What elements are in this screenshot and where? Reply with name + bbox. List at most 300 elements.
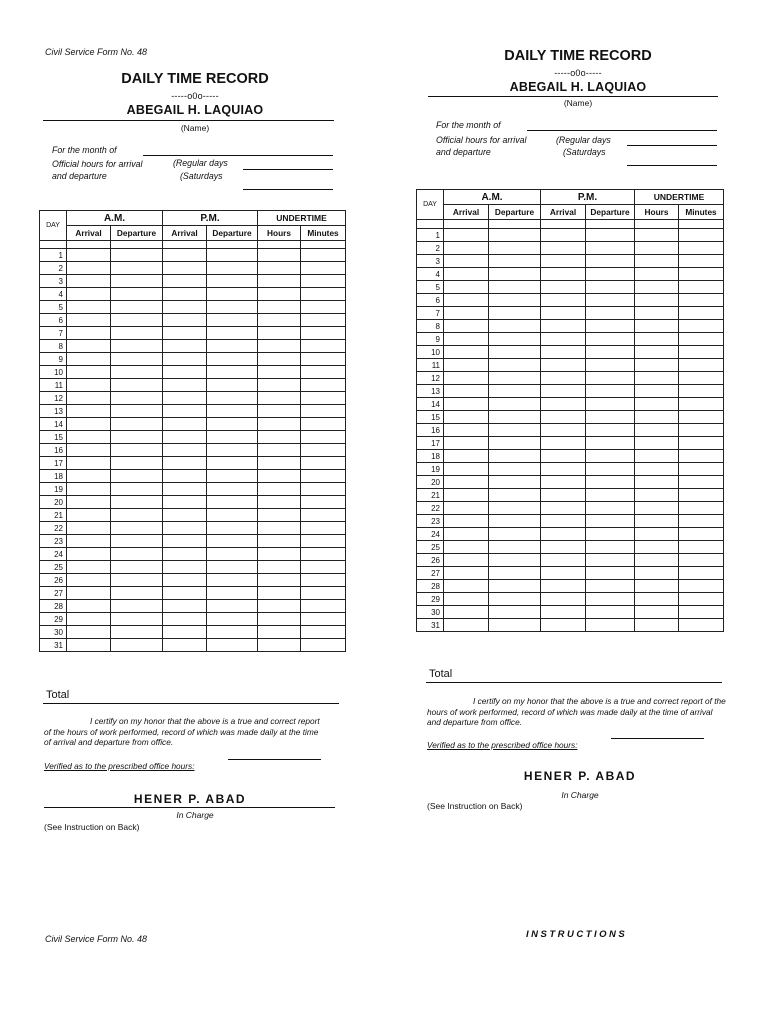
undertime-hours-cell[interactable] [635, 294, 679, 307]
pm-arrival-cell[interactable] [541, 307, 586, 320]
undertime-minutes-cell[interactable] [301, 587, 346, 600]
pm-departure-cell[interactable] [207, 366, 258, 379]
undertime-minutes-cell[interactable] [301, 600, 346, 613]
pm-departure-cell[interactable] [207, 626, 258, 639]
pm-arrival-cell[interactable] [541, 593, 586, 606]
undertime-hours-cell[interactable] [258, 561, 301, 574]
am-arrival-cell[interactable] [444, 593, 489, 606]
pm-departure-cell[interactable] [586, 333, 635, 346]
saturdays-line[interactable] [243, 189, 333, 190]
pm-departure-cell[interactable] [586, 554, 635, 567]
am-arrival-cell[interactable] [67, 327, 111, 340]
undertime-minutes-cell[interactable] [301, 522, 346, 535]
am-departure-cell[interactable] [111, 483, 163, 496]
am-departure-cell[interactable] [489, 320, 541, 333]
am-arrival-cell[interactable] [67, 340, 111, 353]
undertime-hours-cell[interactable] [635, 333, 679, 346]
am-arrival-cell[interactable] [67, 496, 111, 509]
undertime-hours-cell[interactable] [258, 522, 301, 535]
am-departure-cell[interactable] [111, 587, 163, 600]
pm-departure-cell[interactable] [207, 600, 258, 613]
am-departure-cell[interactable] [111, 496, 163, 509]
undertime-minutes-cell[interactable] [679, 372, 724, 385]
undertime-minutes-cell[interactable] [301, 327, 346, 340]
undertime-hours-cell[interactable] [258, 314, 301, 327]
am-arrival-cell[interactable] [67, 418, 111, 431]
undertime-minutes-cell[interactable] [301, 431, 346, 444]
undertime-minutes-cell[interactable] [679, 489, 724, 502]
am-arrival-cell[interactable] [67, 587, 111, 600]
am-arrival-cell[interactable] [67, 561, 111, 574]
pm-departure-cell[interactable] [586, 372, 635, 385]
am-arrival-cell[interactable] [67, 639, 111, 652]
am-departure-cell[interactable] [489, 294, 541, 307]
am-departure-cell[interactable] [489, 255, 541, 268]
undertime-minutes-cell[interactable] [679, 346, 724, 359]
undertime-minutes-cell[interactable] [301, 535, 346, 548]
undertime-hours-cell[interactable] [258, 262, 301, 275]
am-departure-cell[interactable] [111, 444, 163, 457]
pm-arrival-cell[interactable] [541, 333, 586, 346]
pm-arrival-cell[interactable] [541, 320, 586, 333]
am-departure-cell[interactable] [111, 379, 163, 392]
undertime-hours-cell[interactable] [635, 463, 679, 476]
undertime-hours-cell[interactable] [258, 327, 301, 340]
undertime-hours-cell[interactable] [258, 574, 301, 587]
undertime-hours-cell[interactable] [635, 528, 679, 541]
pm-arrival-cell[interactable] [163, 379, 207, 392]
undertime-hours-cell[interactable] [258, 613, 301, 626]
undertime-minutes-cell[interactable] [301, 301, 346, 314]
pm-departure-cell[interactable] [207, 249, 258, 262]
undertime-hours-cell[interactable] [635, 385, 679, 398]
pm-departure-cell[interactable] [207, 535, 258, 548]
undertime-minutes-cell[interactable] [679, 398, 724, 411]
pm-departure-cell[interactable] [586, 255, 635, 268]
undertime-minutes-cell[interactable] [301, 470, 346, 483]
undertime-hours-cell[interactable] [635, 359, 679, 372]
pm-departure-cell[interactable] [207, 444, 258, 457]
am-departure-cell[interactable] [111, 561, 163, 574]
pm-arrival-cell[interactable] [163, 444, 207, 457]
am-departure-cell[interactable] [111, 509, 163, 522]
am-departure-cell[interactable] [111, 288, 163, 301]
undertime-minutes-cell[interactable] [679, 502, 724, 515]
undertime-minutes-cell[interactable] [679, 255, 724, 268]
pm-departure-cell[interactable] [586, 606, 635, 619]
am-departure-cell[interactable] [489, 515, 541, 528]
undertime-hours-cell[interactable] [258, 431, 301, 444]
undertime-minutes-cell[interactable] [679, 359, 724, 372]
undertime-minutes-cell[interactable] [301, 314, 346, 327]
undertime-minutes-cell[interactable] [301, 288, 346, 301]
am-arrival-cell[interactable] [67, 431, 111, 444]
undertime-hours-cell[interactable] [635, 567, 679, 580]
pm-departure-cell[interactable] [207, 561, 258, 574]
am-departure-cell[interactable] [111, 522, 163, 535]
undertime-hours-cell[interactable] [258, 288, 301, 301]
pm-arrival-cell[interactable] [163, 600, 207, 613]
month-line[interactable] [527, 130, 717, 131]
undertime-hours-cell[interactable] [258, 626, 301, 639]
undertime-hours-cell[interactable] [258, 548, 301, 561]
am-arrival-cell[interactable] [444, 333, 489, 346]
pm-arrival-cell[interactable] [541, 268, 586, 281]
pm-departure-cell[interactable] [207, 587, 258, 600]
am-departure-cell[interactable] [489, 541, 541, 554]
pm-arrival-cell[interactable] [163, 496, 207, 509]
pm-arrival-cell[interactable] [541, 359, 586, 372]
undertime-minutes-cell[interactable] [679, 528, 724, 541]
undertime-hours-cell[interactable] [635, 515, 679, 528]
pm-departure-cell[interactable] [207, 340, 258, 353]
undertime-minutes-cell[interactable] [679, 580, 724, 593]
undertime-hours-cell[interactable] [258, 600, 301, 613]
am-departure-cell[interactable] [111, 418, 163, 431]
pm-arrival-cell[interactable] [163, 548, 207, 561]
am-departure-cell[interactable] [111, 353, 163, 366]
undertime-hours-cell[interactable] [635, 242, 679, 255]
undertime-hours-cell[interactable] [258, 366, 301, 379]
am-departure-cell[interactable] [111, 626, 163, 639]
am-departure-cell[interactable] [111, 301, 163, 314]
am-arrival-cell[interactable] [444, 606, 489, 619]
pm-departure-cell[interactable] [207, 496, 258, 509]
am-departure-cell[interactable] [111, 262, 163, 275]
undertime-hours-cell[interactable] [258, 301, 301, 314]
am-arrival-cell[interactable] [67, 548, 111, 561]
undertime-minutes-cell[interactable] [679, 593, 724, 606]
am-departure-cell[interactable] [111, 431, 163, 444]
pm-arrival-cell[interactable] [163, 275, 207, 288]
pm-departure-cell[interactable] [586, 385, 635, 398]
am-arrival-cell[interactable] [444, 489, 489, 502]
undertime-hours-cell[interactable] [635, 372, 679, 385]
am-departure-cell[interactable] [489, 242, 541, 255]
am-departure-cell[interactable] [489, 450, 541, 463]
am-departure-cell[interactable] [111, 548, 163, 561]
am-departure-cell[interactable] [111, 535, 163, 548]
pm-arrival-cell[interactable] [163, 314, 207, 327]
undertime-hours-cell[interactable] [258, 392, 301, 405]
pm-departure-cell[interactable] [586, 450, 635, 463]
am-departure-cell[interactable] [489, 229, 541, 242]
pm-arrival-cell[interactable] [163, 431, 207, 444]
am-departure-cell[interactable] [489, 398, 541, 411]
pm-departure-cell[interactable] [207, 431, 258, 444]
pm-departure-cell[interactable] [207, 353, 258, 366]
undertime-hours-cell[interactable] [635, 268, 679, 281]
am-arrival-cell[interactable] [67, 470, 111, 483]
undertime-minutes-cell[interactable] [301, 639, 346, 652]
pm-arrival-cell[interactable] [541, 281, 586, 294]
am-departure-cell[interactable] [111, 392, 163, 405]
undertime-hours-cell[interactable] [258, 340, 301, 353]
pm-arrival-cell[interactable] [541, 541, 586, 554]
pm-departure-cell[interactable] [586, 294, 635, 307]
undertime-minutes-cell[interactable] [301, 366, 346, 379]
am-departure-cell[interactable] [111, 314, 163, 327]
pm-arrival-cell[interactable] [163, 301, 207, 314]
pm-departure-cell[interactable] [207, 418, 258, 431]
pm-departure-cell[interactable] [207, 613, 258, 626]
undertime-minutes-cell[interactable] [301, 275, 346, 288]
pm-departure-cell[interactable] [207, 639, 258, 652]
pm-arrival-cell[interactable] [541, 398, 586, 411]
pm-arrival-cell[interactable] [163, 522, 207, 535]
undertime-minutes-cell[interactable] [301, 496, 346, 509]
am-arrival-cell[interactable] [444, 359, 489, 372]
undertime-hours-cell[interactable] [258, 587, 301, 600]
pm-arrival-cell[interactable] [163, 574, 207, 587]
pm-arrival-cell[interactable] [541, 502, 586, 515]
am-departure-cell[interactable] [489, 567, 541, 580]
pm-arrival-cell[interactable] [163, 392, 207, 405]
am-arrival-cell[interactable] [67, 405, 111, 418]
undertime-hours-cell[interactable] [258, 535, 301, 548]
undertime-minutes-cell[interactable] [679, 242, 724, 255]
pm-departure-cell[interactable] [586, 307, 635, 320]
pm-arrival-cell[interactable] [163, 483, 207, 496]
undertime-minutes-cell[interactable] [679, 515, 724, 528]
pm-departure-cell[interactable] [586, 437, 635, 450]
pm-arrival-cell[interactable] [541, 489, 586, 502]
am-arrival-cell[interactable] [444, 502, 489, 515]
am-arrival-cell[interactable] [67, 535, 111, 548]
undertime-minutes-cell[interactable] [301, 379, 346, 392]
undertime-hours-cell[interactable] [635, 502, 679, 515]
undertime-minutes-cell[interactable] [301, 262, 346, 275]
undertime-hours-cell[interactable] [635, 606, 679, 619]
pm-departure-cell[interactable] [207, 522, 258, 535]
am-departure-cell[interactable] [111, 366, 163, 379]
undertime-hours-cell[interactable] [258, 379, 301, 392]
pm-arrival-cell[interactable] [163, 587, 207, 600]
pm-arrival-cell[interactable] [541, 515, 586, 528]
pm-departure-cell[interactable] [207, 379, 258, 392]
undertime-minutes-cell[interactable] [301, 548, 346, 561]
pm-arrival-cell[interactable] [163, 288, 207, 301]
pm-departure-cell[interactable] [586, 593, 635, 606]
pm-departure-cell[interactable] [207, 327, 258, 340]
pm-arrival-cell[interactable] [163, 249, 207, 262]
am-arrival-cell[interactable] [67, 353, 111, 366]
pm-arrival-cell[interactable] [541, 242, 586, 255]
am-arrival-cell[interactable] [67, 613, 111, 626]
am-arrival-cell[interactable] [444, 437, 489, 450]
undertime-hours-cell[interactable] [635, 450, 679, 463]
pm-departure-cell[interactable] [586, 346, 635, 359]
undertime-hours-cell[interactable] [258, 496, 301, 509]
am-arrival-cell[interactable] [444, 281, 489, 294]
am-departure-cell[interactable] [489, 346, 541, 359]
am-arrival-cell[interactable] [67, 314, 111, 327]
undertime-minutes-cell[interactable] [679, 567, 724, 580]
am-departure-cell[interactable] [111, 327, 163, 340]
am-departure-cell[interactable] [111, 340, 163, 353]
pm-departure-cell[interactable] [207, 262, 258, 275]
pm-departure-cell[interactable] [586, 424, 635, 437]
pm-departure-cell[interactable] [586, 489, 635, 502]
am-arrival-cell[interactable] [444, 242, 489, 255]
undertime-hours-cell[interactable] [258, 353, 301, 366]
am-departure-cell[interactable] [111, 405, 163, 418]
pm-arrival-cell[interactable] [163, 561, 207, 574]
pm-arrival-cell[interactable] [541, 476, 586, 489]
am-departure-cell[interactable] [111, 457, 163, 470]
employee-signature-line[interactable] [228, 759, 321, 760]
am-departure-cell[interactable] [111, 470, 163, 483]
undertime-minutes-cell[interactable] [679, 554, 724, 567]
am-arrival-cell[interactable] [444, 268, 489, 281]
pm-arrival-cell[interactable] [163, 405, 207, 418]
undertime-minutes-cell[interactable] [679, 294, 724, 307]
am-departure-cell[interactable] [489, 528, 541, 541]
am-arrival-cell[interactable] [67, 301, 111, 314]
pm-arrival-cell[interactable] [541, 463, 586, 476]
pm-departure-cell[interactable] [586, 320, 635, 333]
employee-signature-line[interactable] [611, 738, 704, 739]
undertime-hours-cell[interactable] [635, 411, 679, 424]
undertime-minutes-cell[interactable] [301, 574, 346, 587]
am-arrival-cell[interactable] [444, 229, 489, 242]
undertime-hours-cell[interactable] [635, 619, 679, 632]
pm-arrival-cell[interactable] [541, 437, 586, 450]
am-departure-cell[interactable] [489, 580, 541, 593]
pm-arrival-cell[interactable] [541, 450, 586, 463]
pm-arrival-cell[interactable] [163, 509, 207, 522]
undertime-hours-cell[interactable] [635, 281, 679, 294]
undertime-hours-cell[interactable] [635, 554, 679, 567]
undertime-minutes-cell[interactable] [679, 385, 724, 398]
undertime-hours-cell[interactable] [635, 593, 679, 606]
undertime-minutes-cell[interactable] [679, 424, 724, 437]
am-departure-cell[interactable] [489, 619, 541, 632]
undertime-minutes-cell[interactable] [679, 606, 724, 619]
undertime-minutes-cell[interactable] [679, 320, 724, 333]
undertime-minutes-cell[interactable] [301, 249, 346, 262]
undertime-hours-cell[interactable] [635, 398, 679, 411]
undertime-hours-cell[interactable] [635, 489, 679, 502]
undertime-minutes-cell[interactable] [679, 437, 724, 450]
undertime-hours-cell[interactable] [635, 229, 679, 242]
undertime-minutes-cell[interactable] [679, 307, 724, 320]
undertime-minutes-cell[interactable] [679, 619, 724, 632]
undertime-minutes-cell[interactable] [301, 405, 346, 418]
pm-departure-cell[interactable] [586, 619, 635, 632]
am-departure-cell[interactable] [489, 502, 541, 515]
undertime-minutes-cell[interactable] [301, 353, 346, 366]
am-departure-cell[interactable] [489, 463, 541, 476]
pm-departure-cell[interactable] [207, 405, 258, 418]
pm-departure-cell[interactable] [586, 541, 635, 554]
am-arrival-cell[interactable] [444, 619, 489, 632]
am-arrival-cell[interactable] [444, 255, 489, 268]
am-departure-cell[interactable] [489, 606, 541, 619]
am-arrival-cell[interactable] [444, 372, 489, 385]
am-departure-cell[interactable] [489, 385, 541, 398]
saturdays-line[interactable] [627, 165, 717, 166]
pm-arrival-cell[interactable] [541, 424, 586, 437]
signer-line[interactable] [44, 807, 335, 808]
am-departure-cell[interactable] [489, 489, 541, 502]
pm-departure-cell[interactable] [586, 281, 635, 294]
am-arrival-cell[interactable] [444, 541, 489, 554]
pm-arrival-cell[interactable] [541, 606, 586, 619]
pm-departure-cell[interactable] [207, 288, 258, 301]
am-departure-cell[interactable] [111, 574, 163, 587]
pm-arrival-cell[interactable] [541, 229, 586, 242]
am-arrival-cell[interactable] [444, 398, 489, 411]
am-arrival-cell[interactable] [67, 288, 111, 301]
undertime-minutes-cell[interactable] [679, 450, 724, 463]
pm-arrival-cell[interactable] [541, 385, 586, 398]
am-departure-cell[interactable] [489, 268, 541, 281]
undertime-hours-cell[interactable] [258, 509, 301, 522]
undertime-hours-cell[interactable] [258, 275, 301, 288]
pm-arrival-cell[interactable] [541, 346, 586, 359]
pm-departure-cell[interactable] [207, 548, 258, 561]
am-arrival-cell[interactable] [67, 249, 111, 262]
undertime-minutes-cell[interactable] [679, 281, 724, 294]
am-departure-cell[interactable] [489, 437, 541, 450]
undertime-minutes-cell[interactable] [301, 509, 346, 522]
pm-arrival-cell[interactable] [163, 613, 207, 626]
am-departure-cell[interactable] [111, 275, 163, 288]
am-arrival-cell[interactable] [67, 626, 111, 639]
pm-departure-cell[interactable] [586, 268, 635, 281]
pm-departure-cell[interactable] [586, 242, 635, 255]
am-departure-cell[interactable] [111, 600, 163, 613]
undertime-hours-cell[interactable] [635, 437, 679, 450]
pm-departure-cell[interactable] [586, 359, 635, 372]
am-departure-cell[interactable] [489, 281, 541, 294]
pm-arrival-cell[interactable] [163, 639, 207, 652]
pm-arrival-cell[interactable] [541, 619, 586, 632]
pm-arrival-cell[interactable] [541, 528, 586, 541]
undertime-hours-cell[interactable] [635, 320, 679, 333]
am-arrival-cell[interactable] [67, 600, 111, 613]
undertime-minutes-cell[interactable] [679, 541, 724, 554]
pm-arrival-cell[interactable] [541, 554, 586, 567]
undertime-minutes-cell[interactable] [301, 444, 346, 457]
undertime-hours-cell[interactable] [635, 580, 679, 593]
regular-days-line[interactable] [627, 145, 717, 146]
undertime-minutes-cell[interactable] [301, 340, 346, 353]
undertime-hours-cell[interactable] [635, 307, 679, 320]
undertime-minutes-cell[interactable] [679, 333, 724, 346]
pm-departure-cell[interactable] [586, 463, 635, 476]
undertime-minutes-cell[interactable] [301, 613, 346, 626]
am-arrival-cell[interactable] [67, 444, 111, 457]
undertime-minutes-cell[interactable] [679, 411, 724, 424]
am-arrival-cell[interactable] [67, 275, 111, 288]
pm-arrival-cell[interactable] [163, 626, 207, 639]
pm-arrival-cell[interactable] [163, 262, 207, 275]
undertime-hours-cell[interactable] [258, 405, 301, 418]
pm-departure-cell[interactable] [207, 301, 258, 314]
am-arrival-cell[interactable] [444, 554, 489, 567]
undertime-hours-cell[interactable] [635, 424, 679, 437]
undertime-hours-cell[interactable] [258, 444, 301, 457]
pm-departure-cell[interactable] [586, 567, 635, 580]
undertime-minutes-cell[interactable] [679, 476, 724, 489]
am-departure-cell[interactable] [111, 249, 163, 262]
pm-arrival-cell[interactable] [541, 255, 586, 268]
undertime-hours-cell[interactable] [635, 255, 679, 268]
undertime-hours-cell[interactable] [258, 249, 301, 262]
undertime-minutes-cell[interactable] [301, 457, 346, 470]
